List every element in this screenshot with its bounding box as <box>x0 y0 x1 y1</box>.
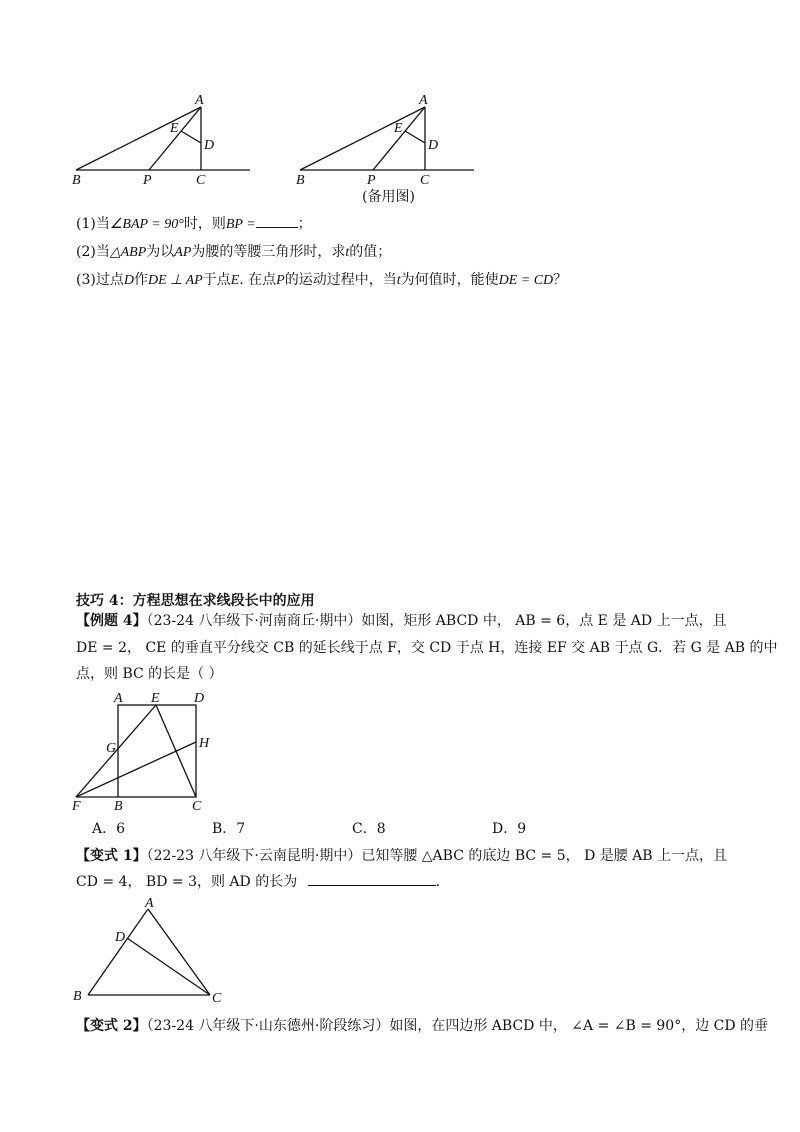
label-D: D <box>428 138 439 153</box>
question-3: (3)过点D作DE ⊥ AP于点E. 在点P的运动过程中，当t为何值时，能使DE = CD？ <box>76 272 568 288</box>
label-D: D <box>115 930 126 945</box>
example-4-line1: 【例题 4】（23-24 八年级下·河南商丘·期中）如图，矩形 ABCD 中， AB = 6，点 E 是 AD 上一点，且 <box>76 613 727 629</box>
figure-caption: (备用图) <box>362 189 415 205</box>
question-1: (1)当∠BAP = 90°时，则BP = ； <box>76 216 312 232</box>
example-4-line2: DE = 2， CE 的垂直平分线交 CB 的延长线于点 F，交 CD 于点 H，连接 EF 交 AB 于点 G．若 G 是 AB 的中 <box>76 640 778 656</box>
label-A: A <box>195 93 204 108</box>
label-P: P <box>367 173 376 188</box>
variant-1-line1: 【变式 1】（22-23 八年级下·云南昆明·期中）已知等腰 △ABC 的底边 BC = 5， D 是腰 AB 上一点，且 <box>76 848 728 864</box>
label-A: A <box>145 896 154 911</box>
label-D: D <box>194 691 205 706</box>
question-2: (2)当△ABP为以AP为腰的等腰三角形时，求t的值； <box>76 244 392 260</box>
section-title: 技巧 4：方程思想在求线段长中的应用 <box>76 593 315 609</box>
label-E: E <box>394 121 403 136</box>
option-a[interactable]: A．6 <box>92 821 126 837</box>
option-c[interactable]: C．8 <box>352 821 386 837</box>
example-4-line3: 点，则 BC 的长是（ ） <box>76 666 223 682</box>
label-A: A <box>114 691 123 706</box>
variant-2-line1: 【变式 2】（23-24 八年级下·山东德州·阶段练习）如图，在四边形 ABCD 中， ∠A = ∠B = 90°，边 CD 的垂 <box>76 1018 769 1034</box>
label-B: B <box>296 173 305 188</box>
label-B: B <box>72 173 81 188</box>
label-C: C <box>192 799 202 814</box>
label-C: C <box>420 173 430 188</box>
option-b[interactable]: B．7 <box>212 821 246 837</box>
label-D: D <box>204 138 215 153</box>
label-G: G <box>106 741 117 756</box>
label-H: H <box>199 736 210 751</box>
label-F: F <box>72 799 81 814</box>
option-d[interactable]: D．9 <box>492 821 527 837</box>
label-E: E <box>151 691 160 706</box>
label-C: C <box>196 173 206 188</box>
label-C: C <box>212 991 222 1006</box>
label-A: A <box>419 93 428 108</box>
label-B: B <box>114 799 123 814</box>
label-E: E <box>170 121 179 136</box>
variant-1-line2: CD = 4， BD = 3，则 AD 的长为 . <box>76 874 441 890</box>
label-B: B <box>73 989 82 1004</box>
label-P: P <box>143 173 152 188</box>
